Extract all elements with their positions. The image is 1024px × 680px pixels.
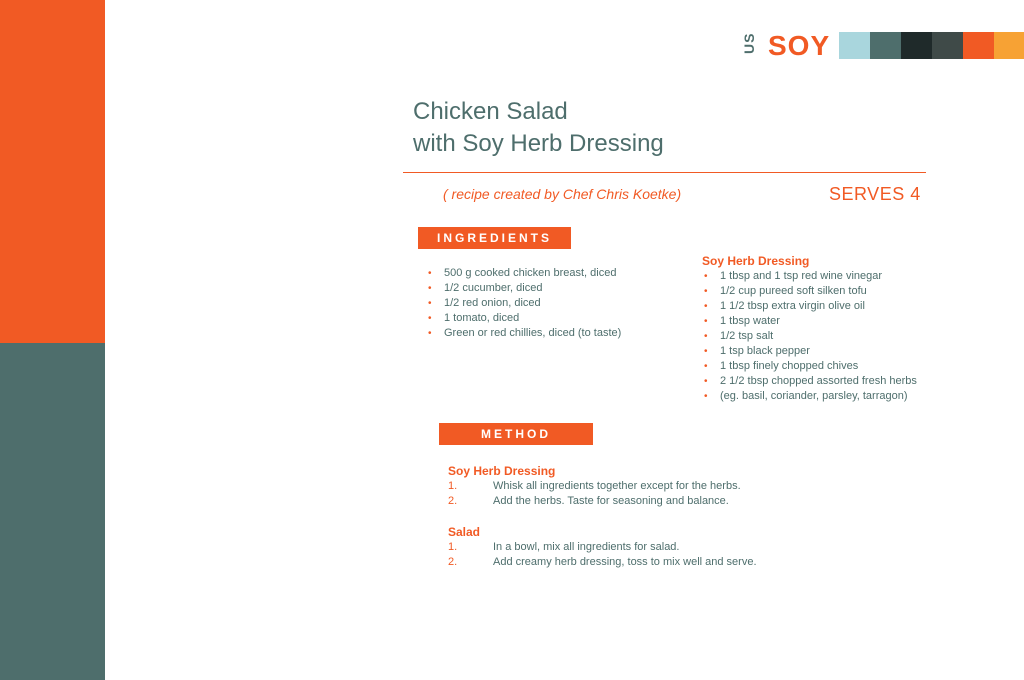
us-soy-logo bbox=[741, 30, 831, 61]
method-salad-steps bbox=[448, 540, 757, 570]
dressing-list bbox=[702, 269, 917, 404]
step-number: 2. bbox=[448, 556, 458, 568]
method-step bbox=[448, 494, 757, 509]
list-item: • 2 1/2 tbsp chopped assorted fresh herbs bbox=[702, 374, 917, 389]
dressing-ingredients bbox=[702, 254, 917, 404]
list-item: • 1 1/2 tbsp extra virgin olive oil bbox=[702, 299, 917, 314]
brand-color-swatches bbox=[839, 32, 1024, 59]
logo-us-text: US bbox=[741, 32, 757, 54]
list-item: • 1 tsp black pepper bbox=[702, 344, 917, 359]
swatch-amber bbox=[994, 32, 1024, 59]
recipe-title bbox=[413, 96, 664, 160]
list-item: • 1 tbsp water bbox=[702, 314, 917, 329]
ingredients-list bbox=[426, 266, 621, 341]
swatch-orange bbox=[963, 32, 994, 59]
swatch-dark-gray bbox=[932, 32, 963, 59]
method-banner: METHOD bbox=[439, 423, 593, 445]
step-number: 1. bbox=[448, 480, 458, 492]
sidebar-orange-band bbox=[0, 0, 105, 343]
method-dressing-block bbox=[448, 464, 757, 509]
recipe-credit: ( recipe created by Chef Chris Koetke) bbox=[443, 186, 682, 202]
list-item: • 500 g cooked chicken breast, diced bbox=[426, 266, 621, 281]
method-salad-block bbox=[448, 525, 757, 570]
swatch-black bbox=[901, 32, 932, 59]
list-item: • 1 tbsp finely chopped chives bbox=[702, 359, 917, 374]
list-item: • 1 tomato, diced bbox=[426, 311, 621, 326]
logo-soy-text: SOY bbox=[768, 30, 831, 61]
title-line-2: with Soy Herb Dressing bbox=[413, 130, 664, 157]
method-step bbox=[448, 540, 757, 555]
list-item: • 1/2 cucumber, diced bbox=[426, 281, 621, 296]
list-item: • 1/2 tsp salt bbox=[702, 329, 917, 344]
step-number: 2. bbox=[448, 495, 458, 507]
step-text: In a bowl, mix all ingredients for salad. bbox=[493, 541, 680, 553]
method-salad-heading: Salad bbox=[448, 525, 481, 539]
step-text: Add creamy herb dressing, toss to mix well and serve. bbox=[493, 556, 757, 568]
swatch-teal bbox=[870, 32, 901, 59]
method-dressing-steps bbox=[448, 479, 757, 509]
title-divider bbox=[403, 172, 926, 173]
list-item: • (eg. basil, coriander, parsley, tarragon) bbox=[702, 389, 917, 404]
list-item: • 1 tbsp and 1 tsp red wine vinegar bbox=[702, 269, 917, 284]
step-text: Whisk all ingredients together except for the herbs. bbox=[493, 480, 741, 492]
title-line-1: Chicken Salad bbox=[413, 98, 568, 125]
list-item: • 1/2 cup pureed soft silken tofu bbox=[702, 284, 917, 299]
dressing-heading: Soy Herb Dressing bbox=[702, 254, 810, 268]
method-dressing-heading: Soy Herb Dressing bbox=[448, 464, 556, 478]
method-step bbox=[448, 479, 757, 494]
method-section bbox=[448, 464, 757, 586]
list-item: • Green or red chillies, diced (to taste) bbox=[426, 326, 621, 341]
list-item: • 1/2 red onion, diced bbox=[426, 296, 621, 311]
method-step bbox=[448, 555, 757, 570]
ingredients-banner: INGREDIENTS bbox=[418, 227, 571, 249]
sidebar-teal-band bbox=[0, 343, 105, 680]
step-number: 1. bbox=[448, 541, 458, 553]
swatch-light-blue bbox=[839, 32, 870, 59]
serves-count: SERVES 4 bbox=[829, 184, 921, 204]
step-text: Add the herbs. Taste for seasoning and balance. bbox=[493, 495, 729, 507]
